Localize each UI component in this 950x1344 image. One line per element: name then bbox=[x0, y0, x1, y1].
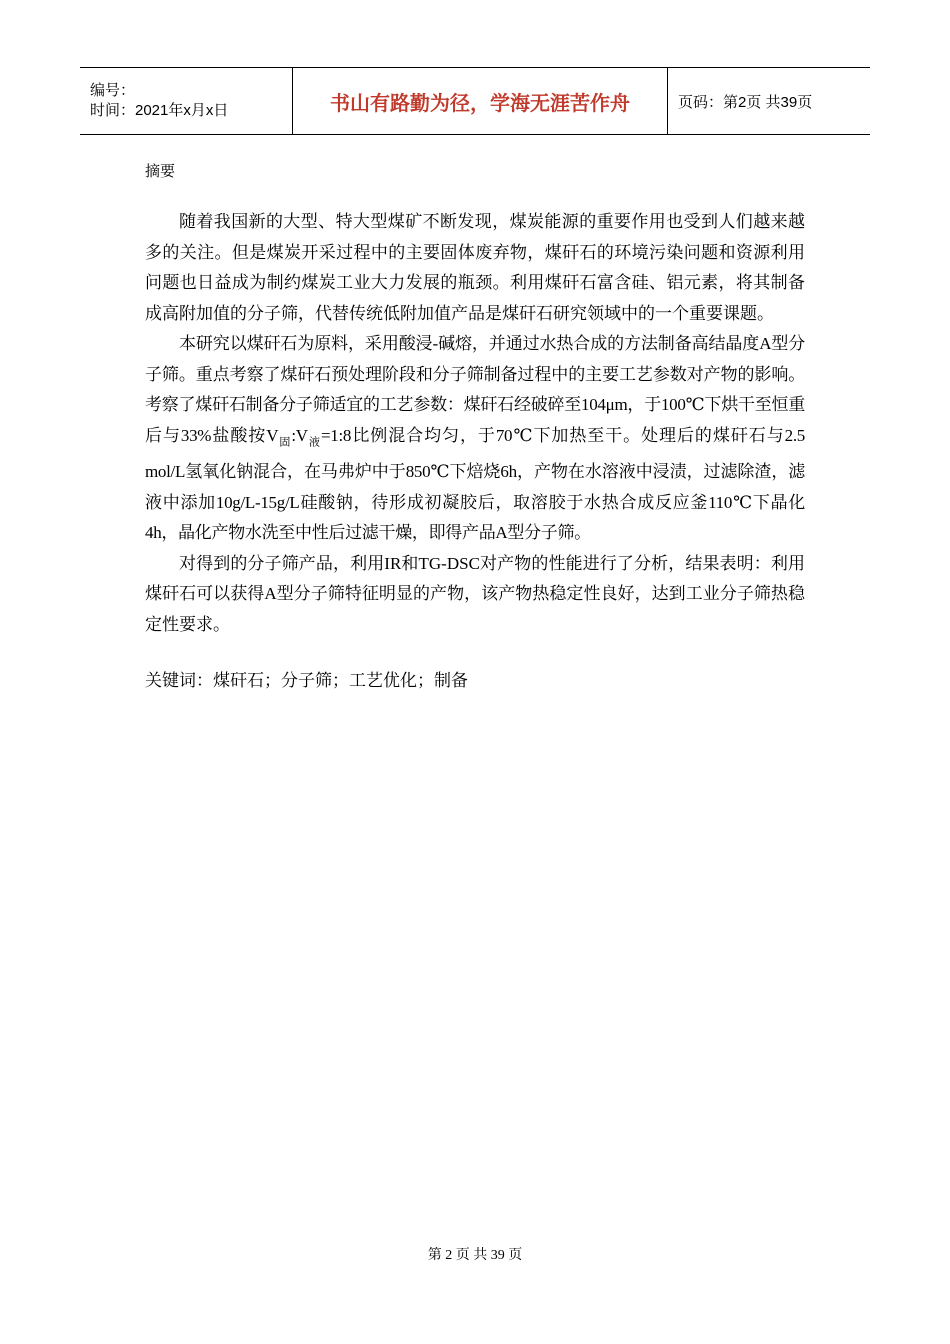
abstract-title: 摘要 bbox=[145, 164, 176, 180]
subscript-solid: 固 bbox=[278, 435, 292, 448]
paragraph-2-text-b: :V bbox=[291, 425, 308, 445]
abstract-paragraph-1: 随着我国新的大型、特大型煤矿不断发现，煤炭能源的重要作用也受到人们越来越多的关注。但是煤炭开采过程中的主要固体废弃物，煤矸石的环境污染问题和资源利用问题也日益成为制约煤炭工业大力发展的瓶颈。利用煤矸石富含硅、铝元素，将其制备成高附加值的分子筛，代替传统低附加值产品是煤矸石研究领域中的一个重要课题。 bbox=[145, 212, 805, 323]
paragraph-2-text-a: 本研究以煤矸石为原料，采用酸浸-碱熔，并通过水热合成的方法制备高结晶度A型分子筛。重点考察了煤矸石预处理阶段和分子筛制备过程中的主要工艺参数对产物的影响。考察了煤矸石制备分子筛适宜的工艺参数：煤矸石经破碎至104μm，于100℃下烘干至恒重后与33%盐酸按V bbox=[145, 334, 805, 445]
header-page-label: 页码：第2页 共39页 bbox=[668, 68, 871, 135]
header-meta-cell bbox=[80, 68, 293, 135]
page-footer: 第 2 页 共 39 页 bbox=[427, 1248, 523, 1263]
page-header bbox=[80, 67, 870, 135]
subscript-liquid: 液 bbox=[307, 435, 321, 448]
paragraph-2-text-c: =1:8比例混合均匀，于70℃下加热至干。处理后的煤矸石与2.5 mol/L氢氧化钠混合，在马弗炉中于850℃下焙烧6h，产物在水溶液中浸渍，过滤除渣，滤液中添加10g/L-15g/L硅酸钠，待形成初凝胶后，取溶胶于水热合成反应釜110℃下晶化4h，晶化产物水洗至中性后过滤干燥，即得产品A型分子筛。 bbox=[145, 425, 805, 543]
keywords-line: 关键词：煤矸石；分子筛；工艺优化；制备 bbox=[145, 671, 468, 691]
header-motto: 书山有路勤为径，学海无涯苦作舟 bbox=[293, 68, 668, 135]
document-body bbox=[145, 157, 805, 697]
abstract-paragraph-2 bbox=[145, 329, 805, 549]
document-number-label: 编号： bbox=[90, 82, 136, 99]
document-date-label: 时间：2021年x月x日 bbox=[90, 102, 229, 119]
abstract-paragraph-3: 对得到的分子筛产品，利用IR和TG-DSC对产物的性能进行了分析，结果表明：利用煤矸石可以获得A型分子筛特征明显的产物，该产物热稳定性良好，达到工业分子筛热稳定性要求。 bbox=[145, 553, 805, 634]
